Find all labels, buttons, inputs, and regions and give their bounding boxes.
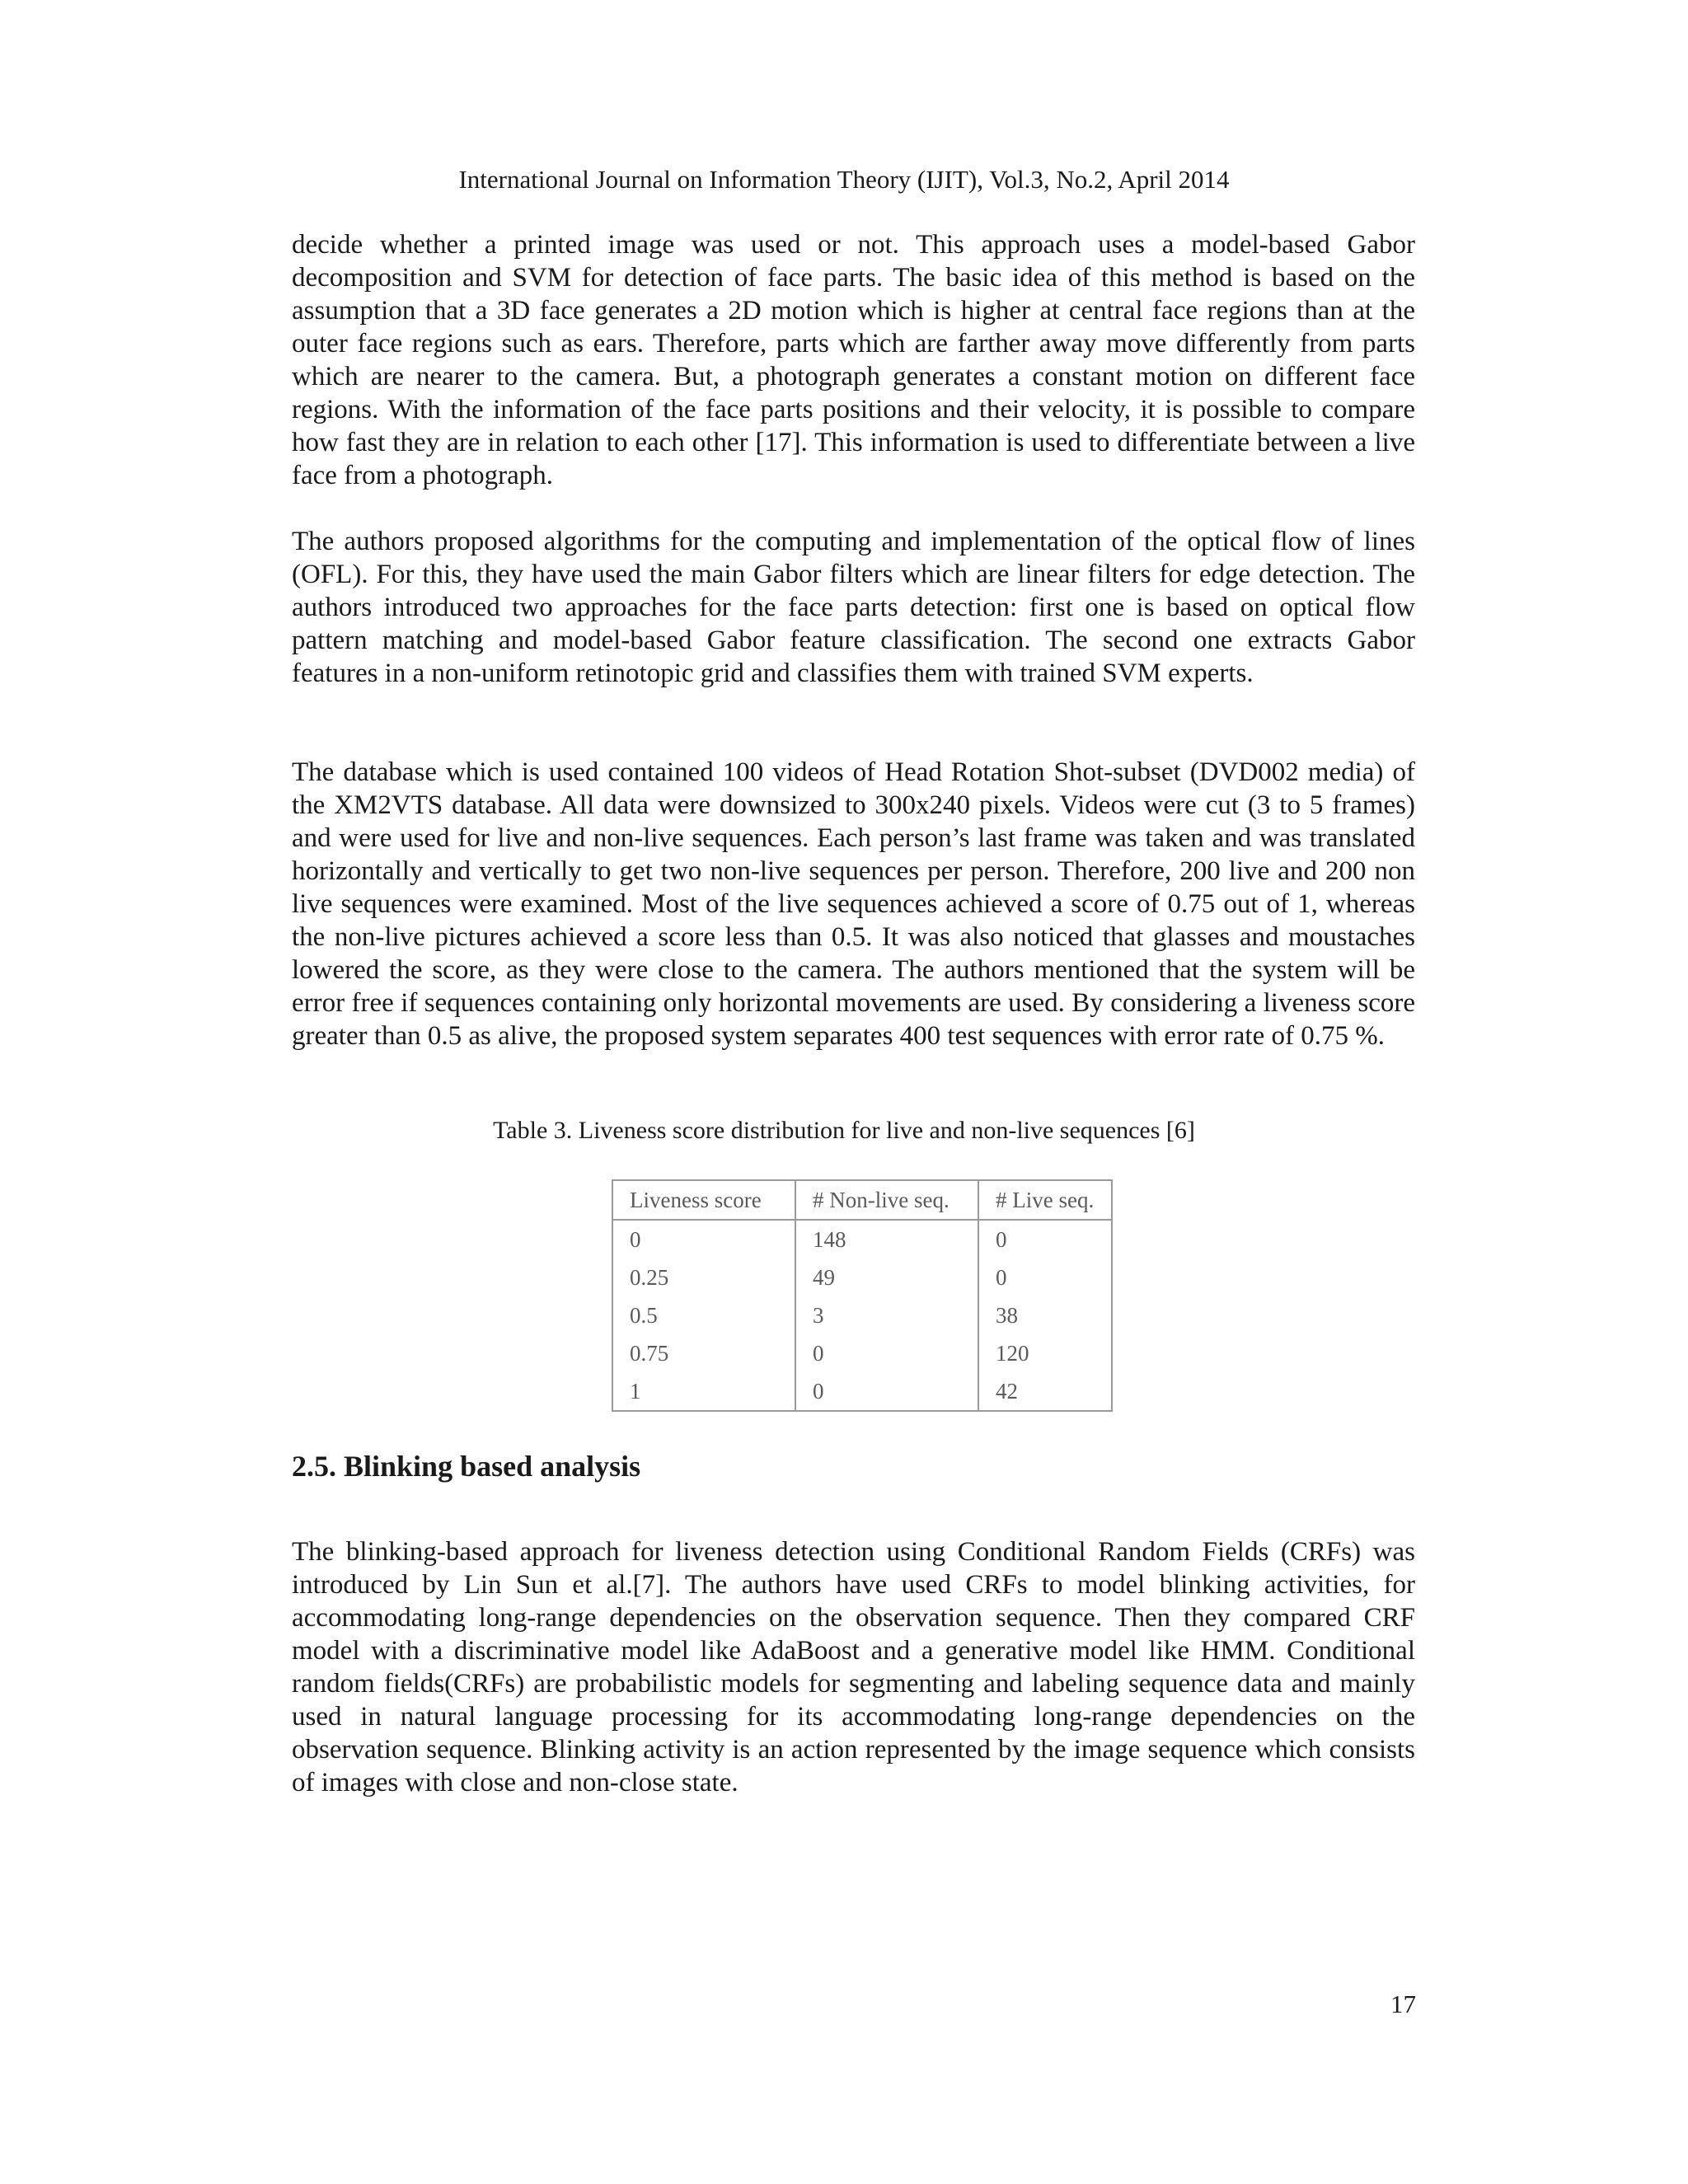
table-row — [612, 1258, 1112, 1296]
table-cell: 0.75 — [612, 1334, 795, 1372]
table-cell: 120 — [978, 1334, 1112, 1372]
table-row — [612, 1296, 1112, 1334]
table-cell: 1 — [612, 1372, 795, 1411]
table-cell: 0 — [978, 1258, 1112, 1296]
table-caption: Table 3. Liveness score distribution for live and non-live sequences [6] — [493, 1117, 1195, 1144]
table-cell: 0.5 — [612, 1296, 795, 1334]
table-cell: 0 — [795, 1334, 978, 1372]
paragraph-text: The authors proposed algorithms for the computing and implementation of the optical flow of lines (OFL). For this, they have used the main Gabor filters which are linear filters for edge detection. The authors introduced two approaches for the face parts detection: first one is based on optical flow pattern matching and model-based Gabor feature classification. The second one extracts Gabor features in a non-uniform retinotopic grid and classifies them with trained SVM experts. — [292, 527, 1415, 688]
table-cell: 0 — [612, 1220, 795, 1258]
table-cell: 148 — [795, 1220, 978, 1258]
table-cell: 3 — [795, 1296, 978, 1334]
liveness-table-wrapper — [612, 1179, 1113, 1412]
table-header-cell: Liveness score — [612, 1180, 795, 1220]
paragraph-optical-flow — [292, 525, 1415, 690]
table-header-cell: # Live seq. — [978, 1180, 1112, 1220]
table-header-cell: # Non-live seq. — [795, 1180, 978, 1220]
table-cell: 0 — [795, 1372, 978, 1411]
paragraph-text: decide whether a printed image was used or not. This approach uses a model-based Gabor decomposition and SVM for detection of face parts. The basic idea of this method is based on the assumption that a 3D face generates a 2D motion which is higher at central face regions than at the outer face regions such as ears. Therefore, parts which are farther away move differently from parts which are nearer to the camera. But, a photograph generates a constant motion on different face regions. With the information of the face parts positions and their velocity, it is possible to compare how fast they are in relation to each other [17]. This information is used to differentiate between a live face from a photograph. — [292, 230, 1415, 490]
table-row — [612, 1220, 1112, 1258]
table-cell: 0.25 — [612, 1258, 795, 1296]
paragraph-gabor-approach — [292, 228, 1415, 492]
paragraph-text: The blinking-based approach for liveness detection using Conditional Random Fields (CRFs) was introduced by Lin Sun et al.[7]. The authors have used CRFs to model blinking activities, for accommodating long-range dependencies on the observation sequence. Then they compared CRF model with a discriminative model like AdaBoost and a generative model like HMM. Conditional random fields(CRFs) are probabilistic models for segmenting and labeling sequence data and mainly used in natural language processing for its accommodating long-range dependencies on the observation sequence. Blinking activity is an action represented by the image sequence which consists of images with close and non-close state. — [292, 1537, 1415, 1797]
table-cell: 0 — [978, 1220, 1112, 1258]
table-row — [612, 1334, 1112, 1372]
table-cell: 42 — [978, 1372, 1112, 1411]
liveness-score-table — [612, 1179, 1113, 1412]
section-heading: 2.5. Blinking based analysis — [292, 1450, 641, 1483]
table-cell: 38 — [978, 1296, 1112, 1334]
paragraph-blinking — [292, 1535, 1415, 1799]
table-row — [612, 1372, 1112, 1411]
table-cell: 49 — [795, 1258, 978, 1296]
paragraph-database — [292, 756, 1415, 1052]
running-header: International Journal on Information Theory (IJIT), Vol.3, No.2, April 2014 — [458, 165, 1230, 194]
paragraph-text: The database which is used contained 100 videos of Head Rotation Shot-subset (DVD002 media) of the XM2VTS database. All data were downsized to 300x240 pixels. Videos were cut (3 to 5 frames) and were used for live and non-live sequences. Each person’s last frame was taken and was translated horizontally and vertically to get two non-live sequences per person. Therefore, 200 live and 200 non live sequences were examined. Most of the live sequences achieved a score of 0.75 out of 1, whereas the non-live pictures achieved a score less than 0.5. It was also noticed that glasses and moustaches lowered the score, as they were close to the camera. The authors mentioned that the system will be error free if sequences containing only horizontal movements are used. By considering a liveness score greater than 0.5 as alive, the proposed system separates 400 test sequences with error rate of 0.75 %. — [292, 757, 1415, 1051]
page-number: 17 — [1390, 1990, 1416, 2018]
table-header-row — [612, 1180, 1112, 1220]
